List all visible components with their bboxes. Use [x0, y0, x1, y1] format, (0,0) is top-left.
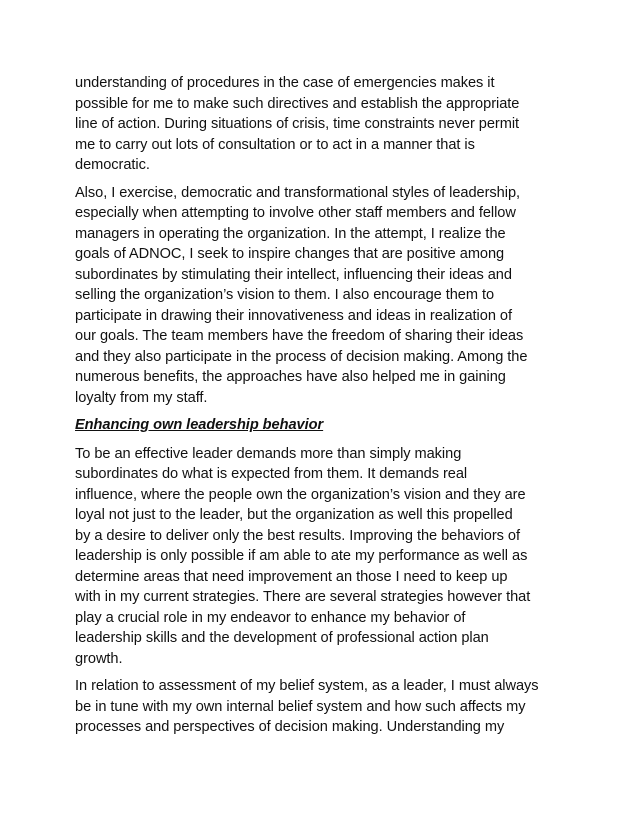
- text-line: To be an effective leader demands more than simply making: [75, 445, 462, 462]
- text-line: me to carry out lots of consultation or to act in a manner that is: [75, 136, 475, 153]
- text-line: play a crucial role in my endeavor to enhance my behavior of: [75, 609, 466, 626]
- text-line: participate in drawing their innovativeness and ideas in realization of: [75, 307, 512, 324]
- text-line: processes and perspectives of decision making. Understanding my: [75, 719, 505, 735]
- text-line: selling the organization’s vision to them. I also encourage them to: [75, 287, 495, 303]
- text-line: subordinates do what is expected from them. It demands real: [75, 466, 468, 482]
- text-line: especially when attempting to involve other staff members and fellow: [75, 205, 516, 221]
- text-line: be in tune with my own internal belief system and how such affects my: [75, 698, 526, 715]
- text-line: leadership skills and the development of professional action plan: [75, 630, 489, 646]
- text-line: and they also participate in the process of decision making. Among the: [75, 348, 528, 365]
- text-line: by a desire to deliver only the best results. Improving the behaviors of: [75, 527, 520, 544]
- text-line: possible for me to make such directives and establish the appropriate: [75, 95, 520, 112]
- section-heading: Enhancing own leadership behavior: [75, 417, 324, 433]
- text-line: our goals. The team members have the freedom of sharing their ideas: [75, 328, 524, 344]
- text-line: with in my current strategies. There are several strategies however that: [75, 589, 531, 605]
- paragraph-leadership-styles: [75, 183, 575, 409]
- document-page: [75, 73, 575, 745]
- text-line: In relation to assessment of my belief system, as a leader, I must always: [75, 678, 539, 694]
- text-line: loyalty from my staff.: [75, 389, 208, 406]
- paragraph-effective-leader: [75, 444, 575, 670]
- paragraph-belief-system: [75, 676, 575, 738]
- paragraph-emergency-procedures: [75, 73, 575, 176]
- text-line: understanding of procedures in the case of emergencies makes it: [75, 75, 495, 91]
- text-line: determine areas that need improvement an those I need to keep up: [75, 568, 508, 585]
- text-line: managers in operating the organization. In the attempt, I realize the: [75, 225, 506, 242]
- text-line: subordinates by stimulating their intellect, influencing their ideas and: [75, 266, 512, 283]
- text-line: democratic.: [75, 157, 150, 173]
- text-line: Also, I exercise, democratic and transformational styles of leadership,: [75, 184, 521, 201]
- text-line: goals of ADNOC, I seek to inspire changes that are positive among: [75, 246, 505, 262]
- text-line: influence, where the people own the organization’s vision and they are: [75, 486, 526, 503]
- text-line: growth.: [75, 650, 123, 667]
- text-line: loyal not just to the leader, but the organization as well this propelled: [75, 507, 513, 523]
- text-line: leadership is only possible if am able to ate my performance as well as: [75, 548, 528, 564]
- text-line: line of action. During situations of crisis, time constraints never permit: [75, 116, 520, 132]
- text-line: numerous benefits, the approaches have also helped me in gaining: [75, 369, 506, 385]
